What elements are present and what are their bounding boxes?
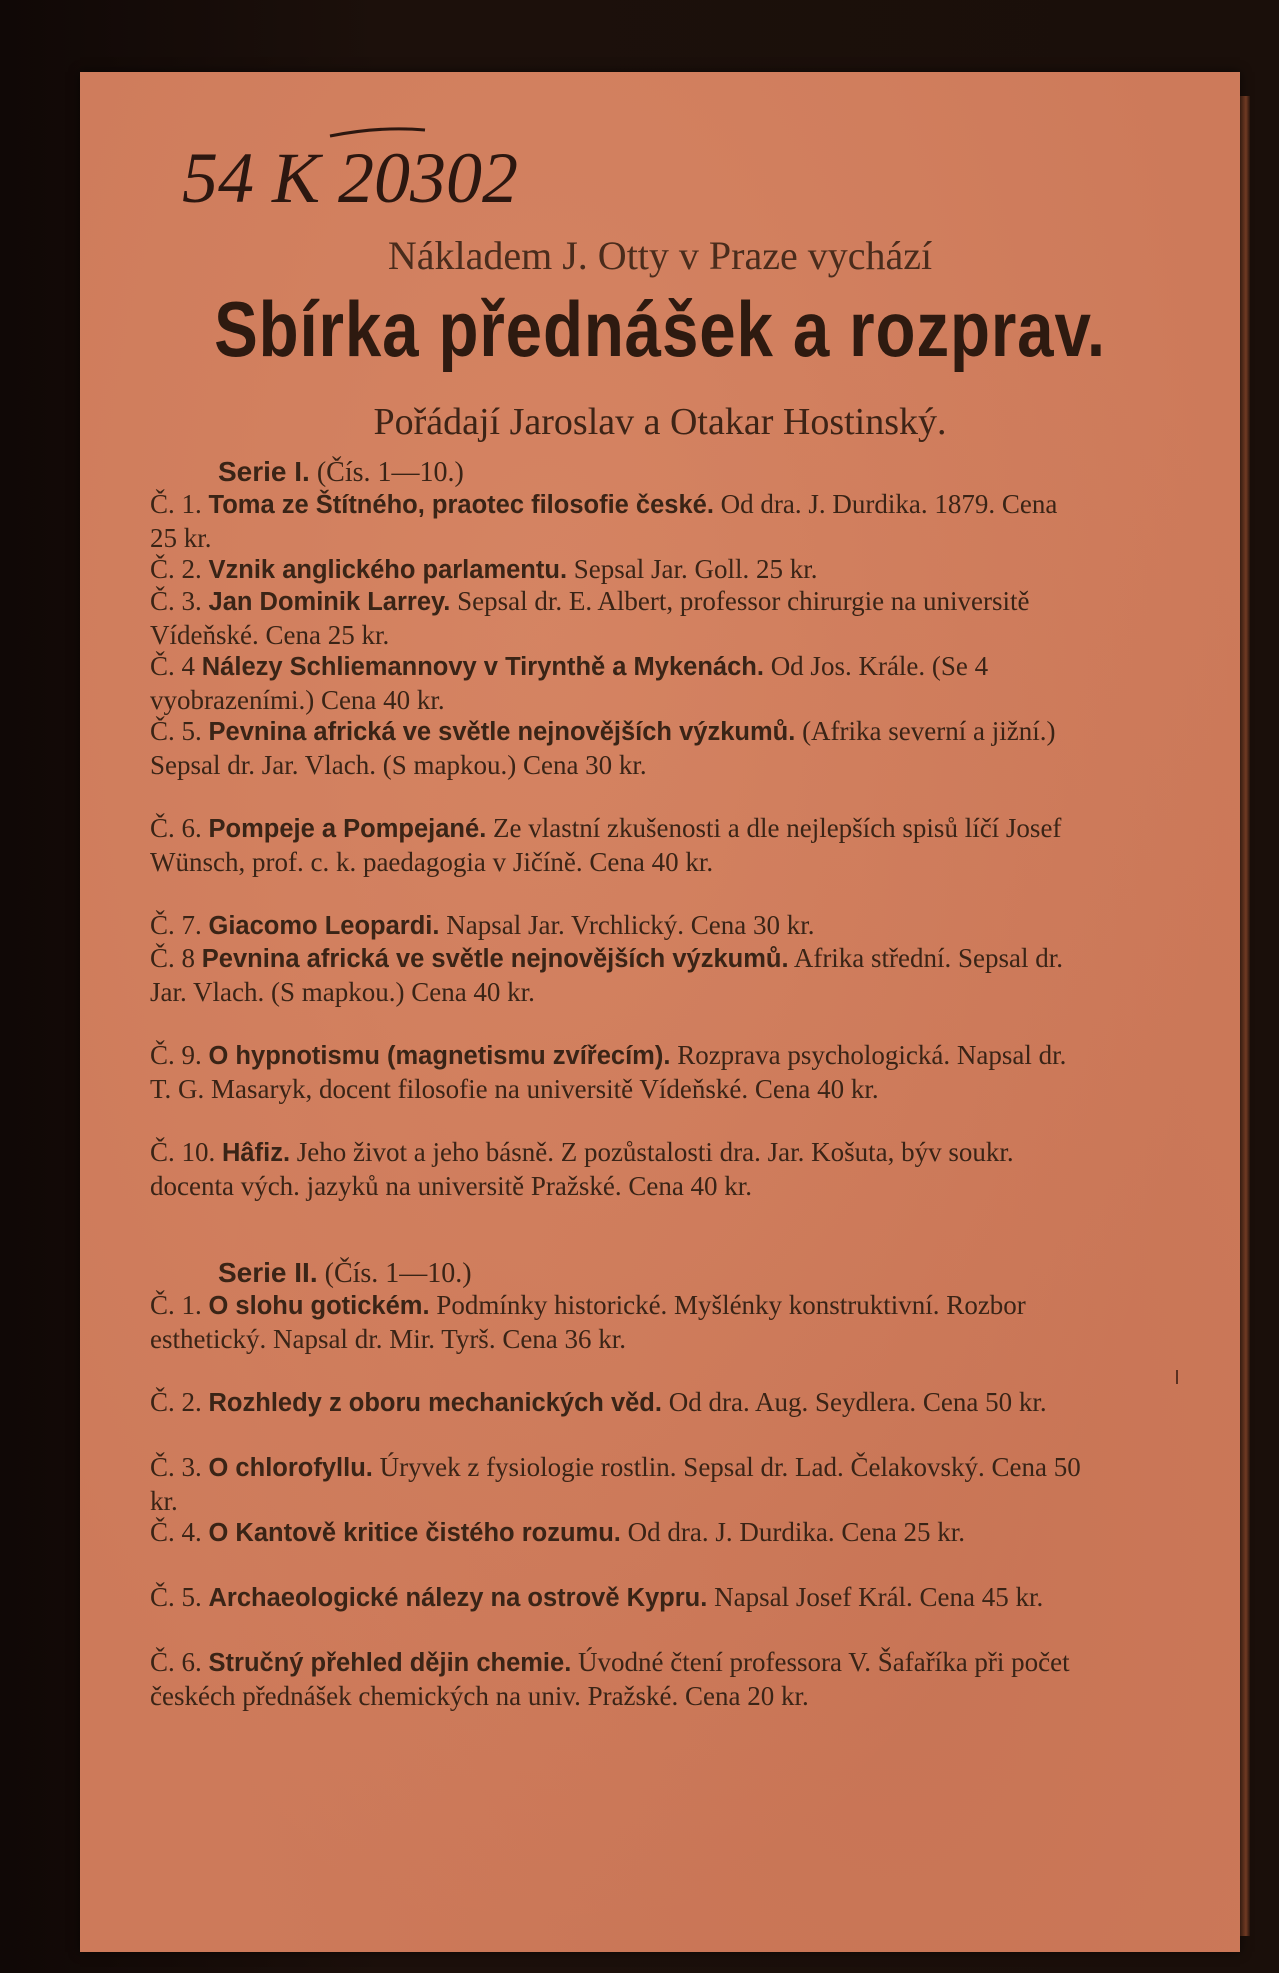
catalog-entry	[150, 715, 1090, 781]
entry-details: Sepsal dr. E. Albert, professor chirurgie na universitě Vídeňské. Cena 25 kr.	[150, 586, 1030, 650]
entry-number: Č. 10.	[150, 1137, 223, 1167]
entry-number: Č. 3.	[150, 586, 209, 616]
entry-title: Jan Dominik Larrey.	[208, 588, 451, 616]
entry-details: Od dra. Aug. Seydlera. Cena 50 kr.	[661, 1387, 1047, 1417]
call-number-text: 54 K 20302	[182, 138, 519, 218]
catalog-entry	[150, 1136, 1090, 1202]
editors-line: Pořádají Jaroslav a Otakar Hostinský.	[373, 401, 947, 443]
entry-number: Č. 2.	[150, 1387, 209, 1417]
entry-details: Napsal Josef Král. Cena 45 kr.	[707, 1582, 1044, 1612]
entry-title: Archaeologické nálezy na ostrově Kypru.	[208, 1584, 708, 1612]
entry-title: O hypnotismu (magnetismu zvířecím).	[208, 1042, 671, 1070]
entry-number: Č. 1.	[150, 1290, 209, 1320]
entry-title: O Kantově kritice čistého rozumu.	[208, 1519, 621, 1547]
entry-details: (Afrika severní a jižní.) Sepsal dr. Jar. Vlach. (S mapkou.) Cena 30 kr.	[150, 716, 1056, 780]
entry-title: O chlorofyllu.	[208, 1454, 373, 1482]
entry-title: Nálezy Schliemannovy v Tirynthě a Mykenách.	[201, 653, 764, 681]
entry-details: Podmínky historické. Myšlénky konstruktivní. Rozbor esthetický. Napsal dr. Mir. Tyrš. Cena 36 kr.	[150, 1290, 1026, 1354]
entry-title: Hâfiz.	[222, 1139, 291, 1167]
entry-number: Č. 7.	[150, 910, 209, 940]
entry-number: Č. 1.	[150, 489, 209, 519]
series-range: (Čís. 1—10.)	[324, 1258, 472, 1289]
catalog-entry	[150, 553, 1090, 587]
catalog-entry	[150, 585, 1090, 651]
catalog-entry	[150, 1581, 1090, 1615]
entry-number: Č. 9.	[150, 1040, 209, 1070]
entry-title: Pevnina africká ve světle nejnovějších výzkumů.	[201, 945, 789, 973]
entry-title: Vznik anglického parlamentu.	[208, 556, 568, 584]
entry-number: Č. 6.	[150, 1647, 209, 1677]
entry-number: Č. 2.	[150, 554, 209, 584]
entry-details: Od dra. J. Durdika. 1879. Cena 25 kr.	[150, 489, 1058, 553]
handwritten-call-number	[180, 124, 680, 234]
page-title: Sbírka přednášek a rozprav.	[214, 285, 1106, 373]
catalog-entry	[150, 909, 1090, 943]
entry-title: Pompeje a Pompejané.	[208, 815, 487, 843]
entry-title: O slohu gotickém.	[208, 1292, 430, 1320]
entry-details: Od dra. J. Durdika. Cena 25 kr.	[620, 1517, 966, 1547]
series-heading	[218, 1257, 472, 1290]
entry-number: Č. 4	[150, 651, 202, 681]
entry-title: Pevnina africká ve světle nejnovějších výzkumů.	[208, 718, 796, 746]
entry-details: Napsal Jar. Vrchlický. Cena 30 kr.	[439, 910, 815, 940]
entry-number: Č. 6.	[150, 813, 209, 843]
catalog-entry	[150, 812, 1090, 878]
series-label: Serie I.	[218, 456, 310, 487]
entry-number: Č. 4.	[150, 1517, 209, 1547]
entry-number: Č. 5.	[150, 1582, 209, 1612]
entry-details: Jeho život a jeho básně. Z pozůstalosti dra. Jar. Košuta, býv soukr. docenta vých. jazyků na universitě Pražské. Cena 40 kr.	[150, 1137, 1014, 1201]
entry-number: Č. 3.	[150, 1452, 209, 1482]
catalog-entry	[150, 1646, 1090, 1712]
catalog-entry	[150, 488, 1090, 554]
entry-number: Č. 8	[150, 943, 202, 973]
ink-mark	[1176, 1370, 1178, 1384]
entry-details: Rozprava psychologická. Napsal dr. T. G. Masaryk, docent filosofie na universitě Vídeňské. Cena 40 kr.	[150, 1040, 1067, 1104]
entry-number: Č. 5.	[150, 716, 209, 746]
catalog-entry	[150, 1516, 1090, 1550]
book-spine-edge	[1240, 96, 1250, 1936]
entry-details: Afrika střední. Sepsal dr. Jar. Vlach. (S mapkou.) Cena 40 kr.	[150, 943, 1064, 1007]
catalog-entry	[150, 1289, 1090, 1355]
entry-title: Rozhledy z oboru mechanických věd.	[208, 1389, 662, 1417]
entry-details: Úryvek z fysiologie rostlin. Sepsal dr. Lad. Čelakovský. Cena 50 kr.	[150, 1452, 1081, 1516]
catalog-entry	[150, 942, 1090, 1008]
entry-details: Od Jos. Krále. (Se 4 vyobrazeními.) Cena 40 kr.	[150, 651, 989, 715]
series-label: Serie II.	[218, 1257, 318, 1288]
entry-title: Giacomo Leopardi.	[208, 912, 440, 940]
catalog-entry	[150, 650, 1090, 716]
publisher-line: Nákladem J. Otty v Praze vychází	[387, 233, 933, 278]
entry-details: Ze vlastní zkušenosti a dle nejlepších spisů líčí Josef Wünsch, prof. c. k. paedagogia v Jičíně. Cena 40 kr.	[150, 813, 1062, 877]
catalog-entry	[150, 1386, 1090, 1420]
series-heading	[218, 456, 464, 489]
entry-details: Sepsal Jar. Goll. 25 kr.	[567, 554, 818, 584]
catalog-entry	[150, 1039, 1090, 1105]
series-range: (Čís. 1—10.)	[316, 457, 464, 488]
catalog-entry	[150, 1451, 1090, 1517]
entry-title: Stručný přehled dějin chemie.	[208, 1649, 572, 1677]
entry-title: Toma ze Štítného, praotec filosofie české.	[208, 491, 714, 519]
entry-details: Úvodné čtení professora V. Šafaříka při počet českéch přednášek chemických na univ. Pražské. Cena 20 kr.	[150, 1647, 1070, 1711]
